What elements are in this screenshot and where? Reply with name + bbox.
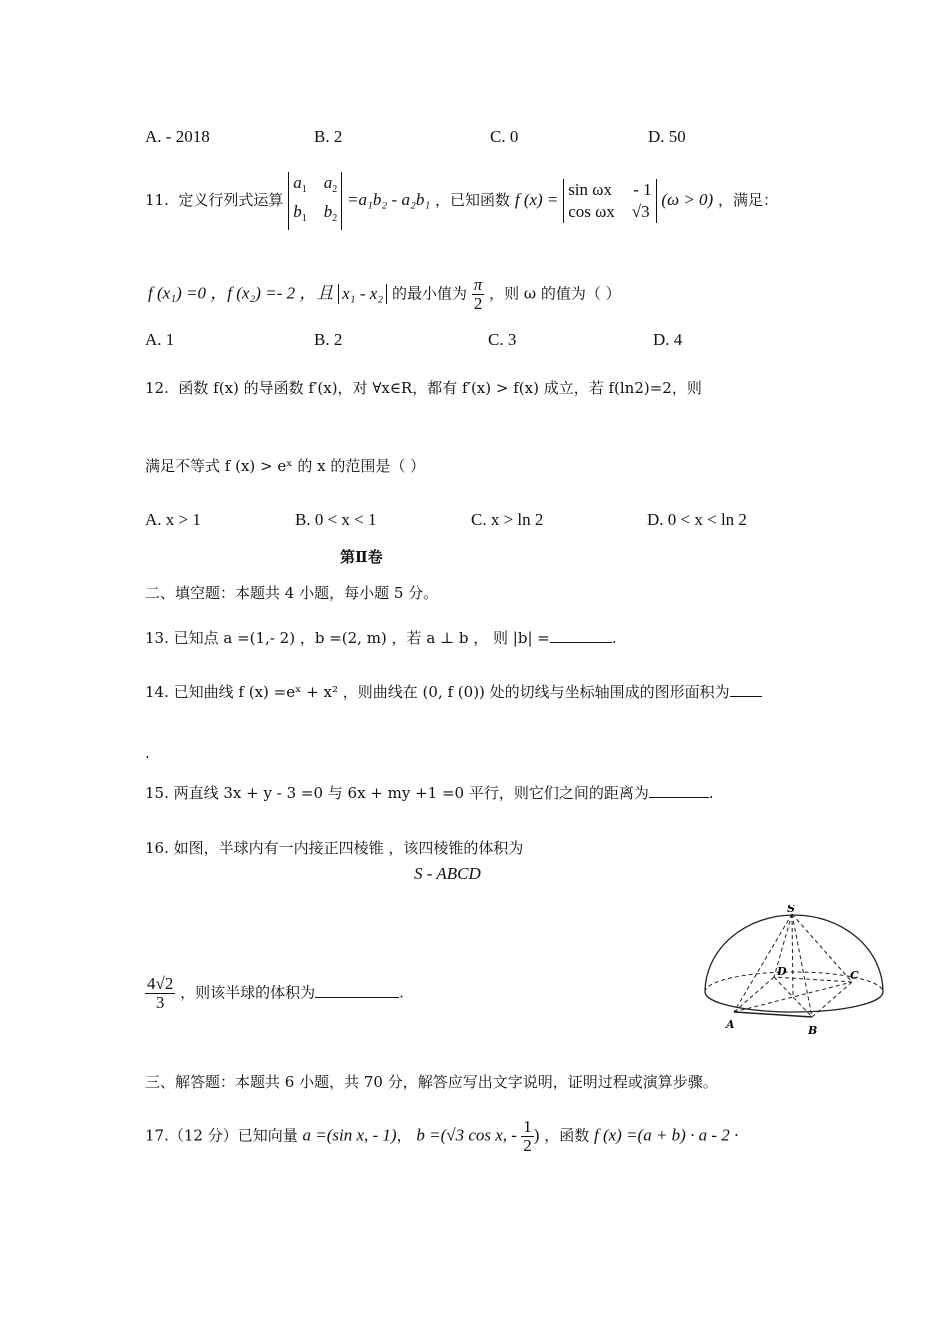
q11-option-b: B. 2	[314, 330, 343, 349]
section2-title: 第Ⅱ卷	[340, 548, 383, 566]
question-14	[145, 681, 762, 702]
height-line	[792, 914, 793, 997]
label-d: D	[777, 965, 787, 978]
q16-volume-fraction: $\frac{4√2}{3}$	[147, 974, 174, 1012]
q10-option-c: C. 0	[490, 127, 519, 146]
q17-vector-b: b =(√3 cos x, -	[416, 1125, 522, 1145]
q15-answer-blank	[649, 783, 709, 798]
q11-number: 11.	[145, 191, 169, 209]
q11-determinant: $a_1$ $a_2$ $b_1$ $b_2$	[288, 172, 342, 230]
q11-line2c: ，则 ω 的值为（ ）	[489, 284, 621, 303]
question-12-line2: 满足不等式 f (x) > eˣ 的 x 的范围是（ ）	[145, 457, 426, 475]
q17-b-fraction: $\frac{1}{2}$	[523, 1117, 532, 1155]
question-12-line1	[145, 377, 702, 398]
q17-separator: ，	[396, 1126, 412, 1145]
question-15: 15. 两直线 3x + y - 3 =0 与 6x + my +1 =0 平行，则它们之间的距离为 .	[145, 784, 714, 802]
q17-b-close: )	[533, 1125, 540, 1145]
q11-option-d: D. 4	[653, 330, 683, 349]
q12-option-a: A. x > 1	[145, 510, 201, 529]
q10-option-b: B. 2	[314, 127, 343, 146]
q17-func-lead: ，函数	[544, 1126, 590, 1145]
q11-fx: f (x) =	[514, 190, 559, 209]
q11-function-determinant: sin ωx - 1 cos ωx √3	[563, 179, 656, 223]
q12-line1: 函数 f(x) 的导函数 f′(x)，对 ∀x∈R，都有 f′(x) > f(x) 成立，若 f(ln2)=2，则	[178, 379, 702, 397]
q11-stem2: ，已知函数	[435, 191, 511, 209]
q16-line2-text: ，则该半球的体积为	[180, 983, 316, 1002]
question-16-line2: $\frac{4√2}{3}$ ，则该半球的体积为 .	[147, 974, 404, 1012]
question-11-line1	[145, 172, 778, 230]
q13-answer-blank	[550, 628, 612, 643]
hemisphere-figure	[700, 905, 890, 1040]
label-a: A	[726, 1018, 735, 1031]
q12-option-b: B. 0 < x < 1	[295, 510, 377, 529]
q17-lead: 17.（12 分）已知向量	[145, 1126, 298, 1145]
q11-fraction: $\frac{\pi}{2}$	[473, 275, 483, 313]
q11-line2a: f (x₁) =0 ，f (x₂) =- 2 ，且	[148, 283, 334, 303]
q13-text: 13. 已知点 a =(1,- 2) ，b =(2, m) ，若 a ⊥ b ， 则 |b| =	[145, 629, 550, 647]
edge-ab	[734, 1012, 812, 1017]
q11-line2b: 的最小值为	[392, 284, 468, 303]
q11-condition: (ω > 0)	[661, 190, 714, 209]
q11-option-c: C. 3	[488, 330, 517, 349]
q17-function: f (x) =(a + b) · a - 2 ·	[593, 1125, 739, 1145]
question-17	[145, 1118, 738, 1155]
q11-stem3: ，满足：	[718, 191, 779, 209]
q11-det-rhs: =a₁b₂ - a₂b₁	[346, 190, 431, 209]
label-c: C	[850, 969, 859, 982]
q17-vector-a: a =(sin x, - 1)	[302, 1125, 397, 1145]
q16-answer-blank	[315, 983, 399, 998]
question-13: 13. 已知点 a =(1,- 2) ，b =(2, m) ，若 a ⊥ b ， 则 |b| = .	[145, 629, 617, 647]
q11-stem1: 定义行列式运算	[178, 191, 284, 209]
q15-text: 15. 两直线 3x + y - 3 =0 与 6x + my +1 =0 平行，则它们之间的距离为	[145, 784, 649, 802]
edge-da	[734, 977, 774, 1012]
q12-option-c: C. x > ln 2	[471, 510, 544, 529]
q14-trailing-dot: .	[145, 744, 150, 762]
q14-answer-blank	[730, 682, 762, 697]
q10-option-d: D. 50	[648, 127, 686, 146]
base-ellipse-front	[705, 992, 883, 1012]
question-11-line2	[148, 276, 621, 313]
section3-heading: 三、解答题：本题共 6 小题，共 70 分，解答应写出文字说明，证明过程或演算步骤。	[145, 1073, 718, 1091]
q16-pyramid-name: S - ABCD	[414, 864, 481, 883]
q12-option-d: D. 0 < x < ln 2	[647, 510, 747, 529]
q11-option-a: A. 1	[145, 330, 175, 349]
label-b: B	[808, 1024, 818, 1037]
q10-option-a: A. - 2018	[145, 127, 210, 146]
edge-sb	[792, 914, 812, 1017]
label-s: S	[787, 905, 795, 915]
q14-text: 14. 已知曲线 f (x) =eˣ + x² ，则曲线在 (0, f (0)) 处的切线与坐标轴围成的图形面积为	[145, 683, 730, 701]
question-16-line1: 16. 如图，半球内有一内接正四棱锥 ，该四棱锥的体积为	[145, 839, 524, 857]
section2-heading: 二、填空题：本题共 4 小题，每小题 5 分。	[145, 584, 439, 602]
q12-number: 12.	[145, 379, 169, 397]
q11-abs-expr: x₁ - x₂	[338, 284, 387, 304]
